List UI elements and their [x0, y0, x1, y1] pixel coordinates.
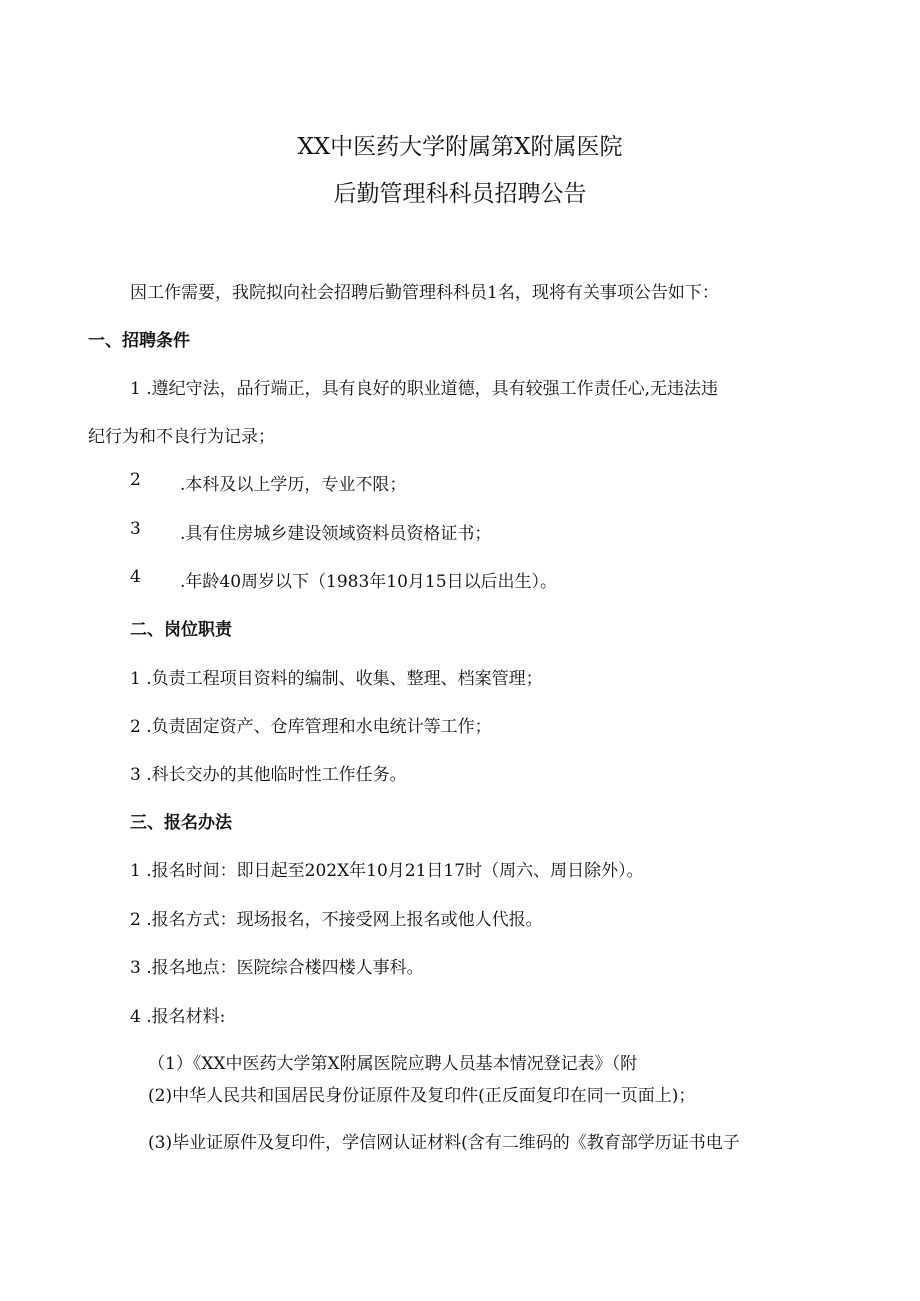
doc-title: XX中医药大学附属第X附属医院 — [297, 134, 623, 160]
condition-item-2-number: 2 — [130, 470, 141, 490]
duty-item-1: 1 .负责工程项目资料的编制、收集、整理、档案管理； — [130, 669, 543, 689]
intro-paragraph: 因工作需要，我院拟向社会招聘后勤管理科科员1名，现将有关事项公告如下： — [130, 283, 719, 303]
registration-materials: 4 .报名材料: — [130, 1007, 226, 1027]
registration-time: 1 .报名时间：即日起至202X年10月21日17时（周六、周日除外）。 — [130, 861, 644, 881]
duty-item-2: 2 .负责固定资产、仓库管理和水电统计等工作； — [130, 717, 492, 737]
section-heading-registration: 三、报名办法 — [130, 813, 232, 833]
duty-item-3: 3 .科长交办的其他临时性工作任务。 — [130, 765, 407, 785]
condition-item-1-cont: 纪行为和不良行为记录； — [88, 427, 275, 447]
section-heading-conditions: 一、招聘条件 — [88, 331, 190, 351]
registration-method: 2 .报名方式：现场报名，不接受网上报名或他人代报。 — [130, 910, 543, 930]
registration-location: 3 .报名地点：医院综合楼四楼人事科。 — [130, 958, 424, 978]
condition-item-1: 1 .遵纪守法，品行端正，具有良好的职业道德，具有较强工作责任心,无违法违 — [130, 379, 719, 399]
section-heading-duties: 二、岗位职责 — [130, 620, 232, 640]
condition-item-2: .本科及以上学历，专业不限； — [180, 475, 407, 495]
condition-item-3-number: 3 — [130, 519, 141, 539]
material-item-2: (2)中华人民共和国居民身份证原件及复印件(正反面复印在同一页面上)； — [148, 1086, 696, 1106]
condition-item-3: .具有住房城乡建设领域资料员资格证书； — [180, 524, 492, 544]
material-item-3: (3)毕业证原件及复印件，学信网认证材料(含有二维码的《教育部学历证书电子 — [148, 1133, 740, 1153]
material-item-1: （1）《XX中医药大学第X附属医院应聘人员基本情况登记表》（附 — [148, 1054, 638, 1074]
condition-item-4-number: 4 — [130, 567, 141, 587]
doc-subtitle: 后勤管理科科员招聘公告 — [333, 181, 587, 207]
condition-item-4: .年龄40周岁以下（1983年10月15日以后出生）。 — [180, 572, 558, 592]
